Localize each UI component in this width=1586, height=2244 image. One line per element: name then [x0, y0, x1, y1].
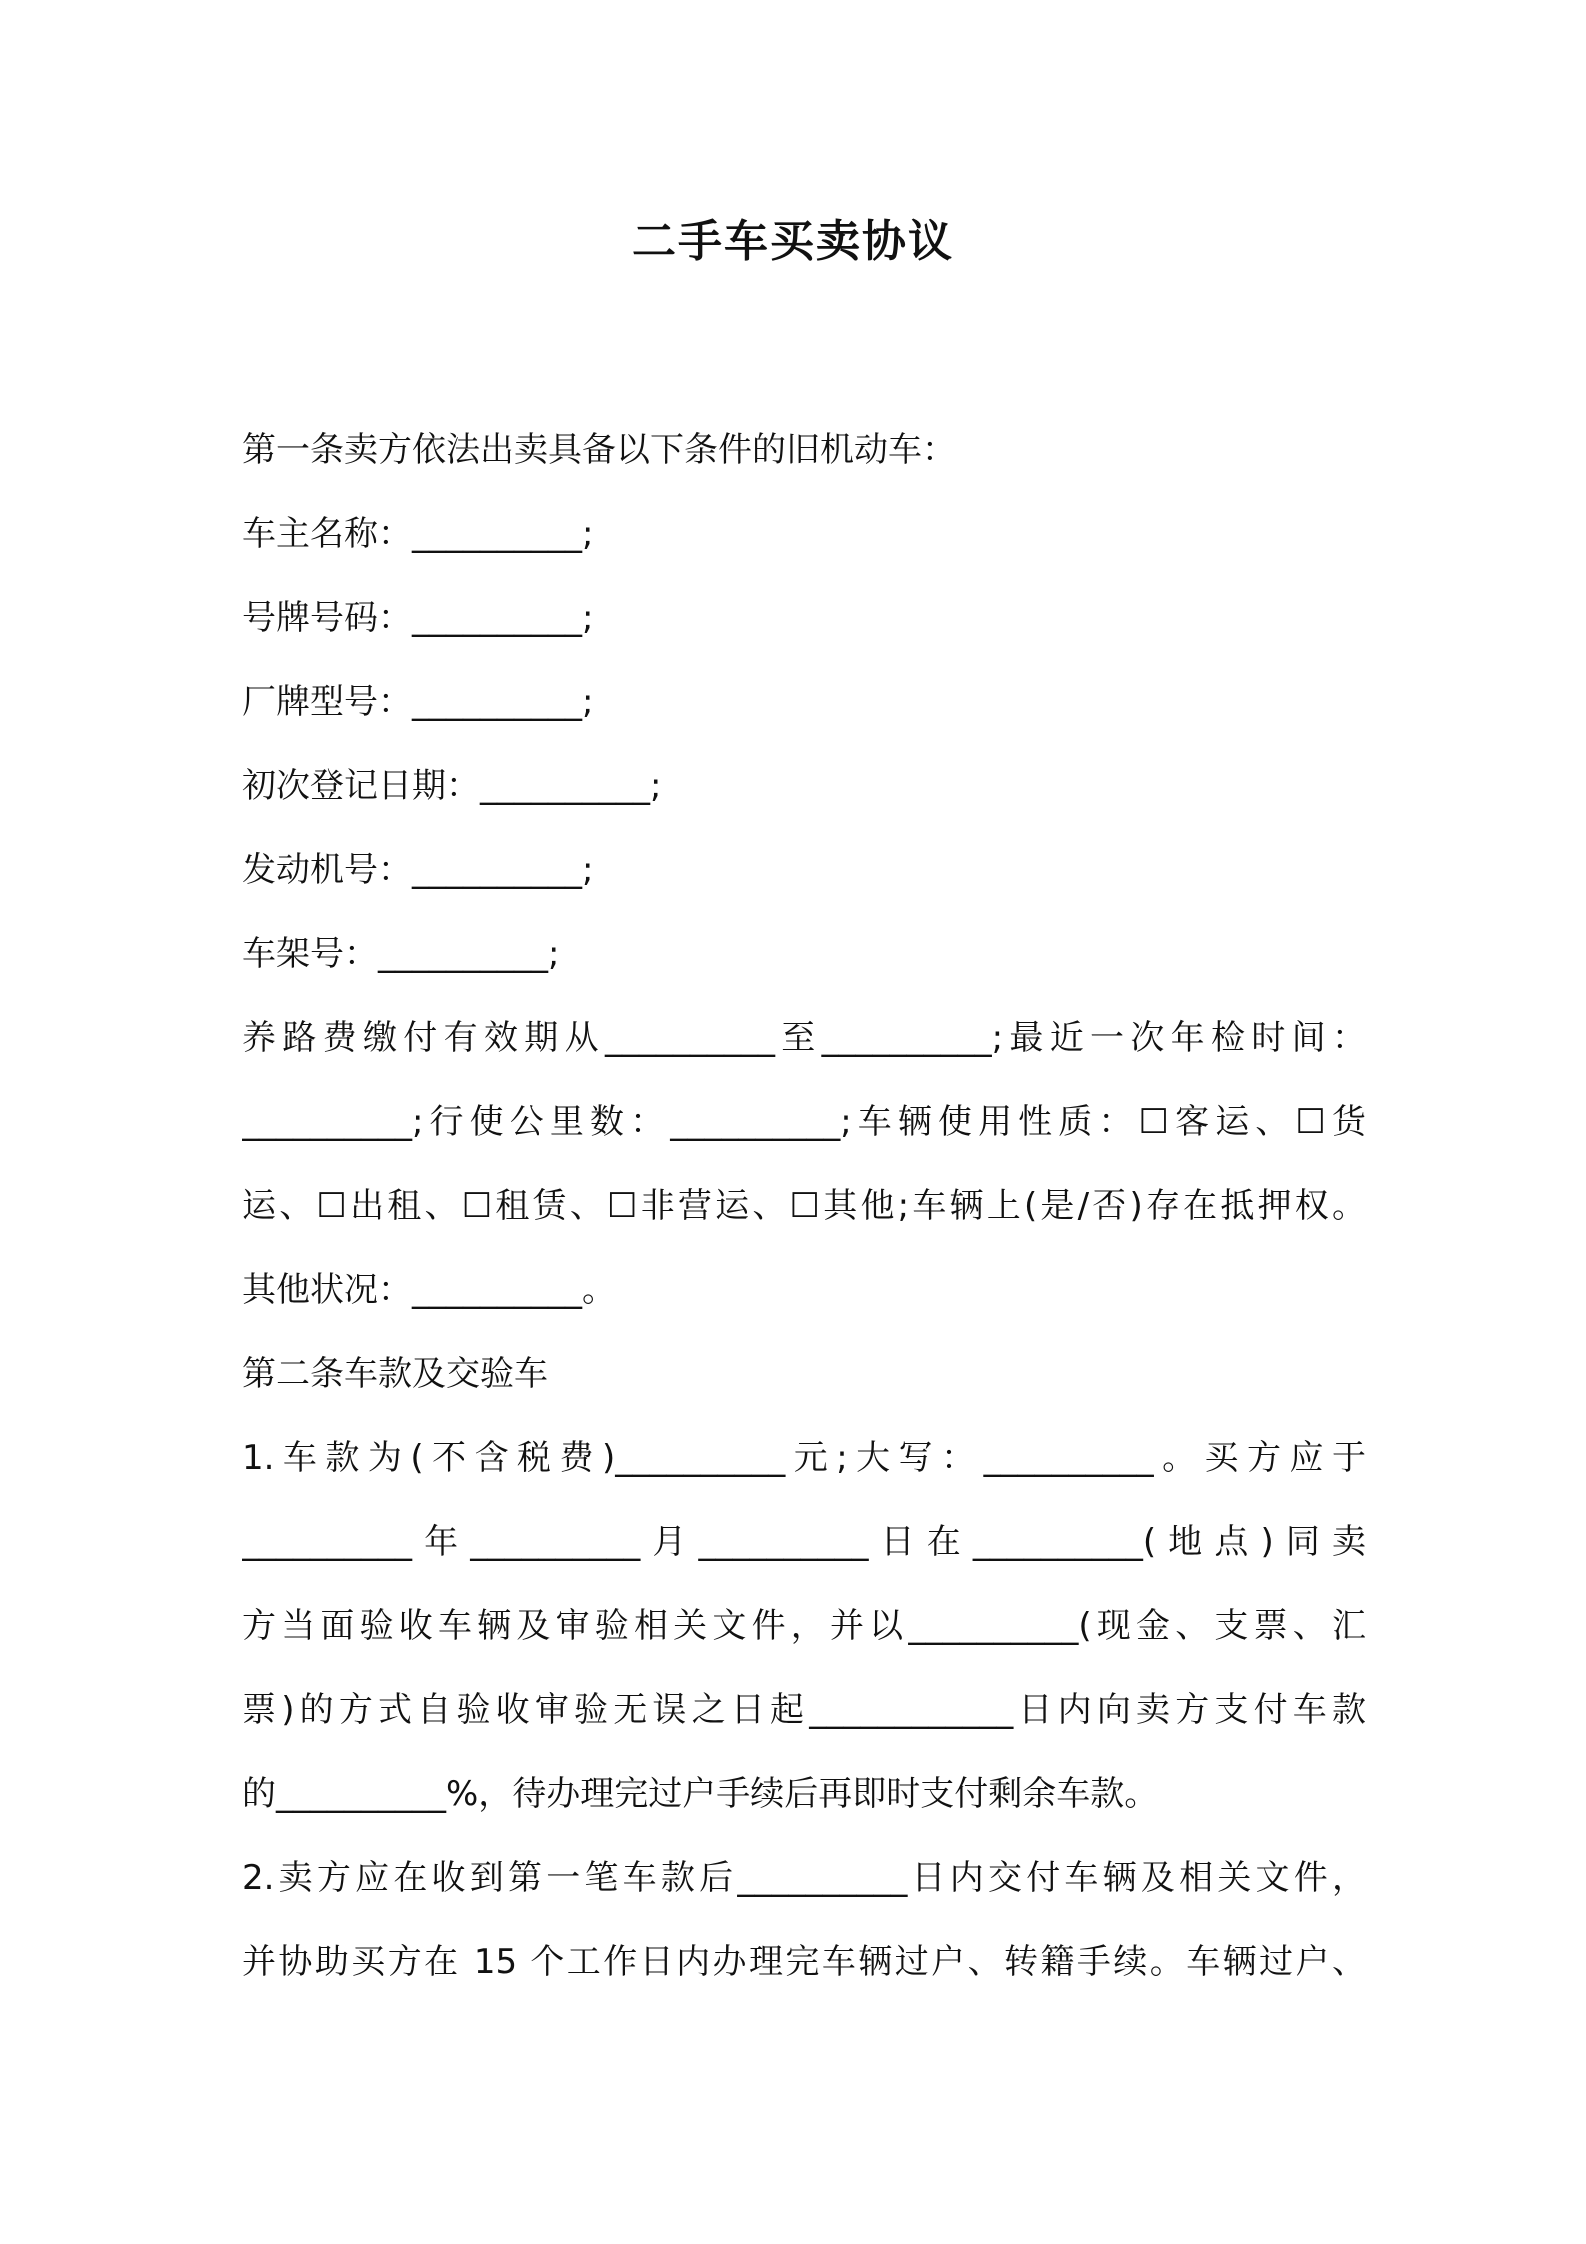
text-line: 1.车款为(不含税费)__________元;大写：__________。买方应于: [242, 1438, 1366, 1478]
text-line: 的__________%，待办理完过户手续后再即时支付剩余车款。: [242, 1774, 1159, 1814]
text-line: 养路费缴付有效期从__________至__________;最近一次年检时间：: [242, 1018, 1366, 1058]
text-line: 票)的方式自验收审验无误之日起____________日内向卖方支付车款: [242, 1690, 1366, 1730]
text-line: 车主名称：__________;: [242, 514, 594, 554]
text-line: 厂牌型号：__________;: [242, 682, 594, 722]
text-line: 号牌号码：__________;: [242, 598, 594, 638]
text-line: 运、☐出租、☐租赁、☐非营运、☐其他;车辆上(是/否)存在抵押权。: [242, 1186, 1366, 1226]
text-line: __________年__________月__________日在__________(地点)同卖: [242, 1522, 1366, 1562]
text-line: 并协助买方在 15 个工作日内办理完车辆过户、转籍手续。车辆过户、: [242, 1942, 1366, 1982]
text-line: 第二条车款及交验车: [242, 1354, 548, 1394]
text-line: 其他状况：__________。: [242, 1270, 616, 1310]
text-line: 第一条卖方依法出卖具备以下条件的旧机动车：: [242, 430, 956, 470]
text-line: 2.卖方应在收到第一笔车款后__________日内交付车辆及相关文件，: [242, 1858, 1366, 1898]
text-line: 车架号：__________;: [242, 934, 560, 974]
text-line: 方当面验收车辆及审验相关文件，并以__________(现金、支票、汇: [242, 1606, 1366, 1646]
text-line: __________;行使公里数：__________;车辆使用性质：☐客运、☐货: [242, 1102, 1366, 1142]
document-body: [242, 408, 1366, 2004]
text-line: 初次登记日期：__________;: [242, 766, 662, 806]
document-title: 二手车买卖协议: [632, 216, 954, 267]
text-line: 发动机号：__________;: [242, 850, 594, 890]
